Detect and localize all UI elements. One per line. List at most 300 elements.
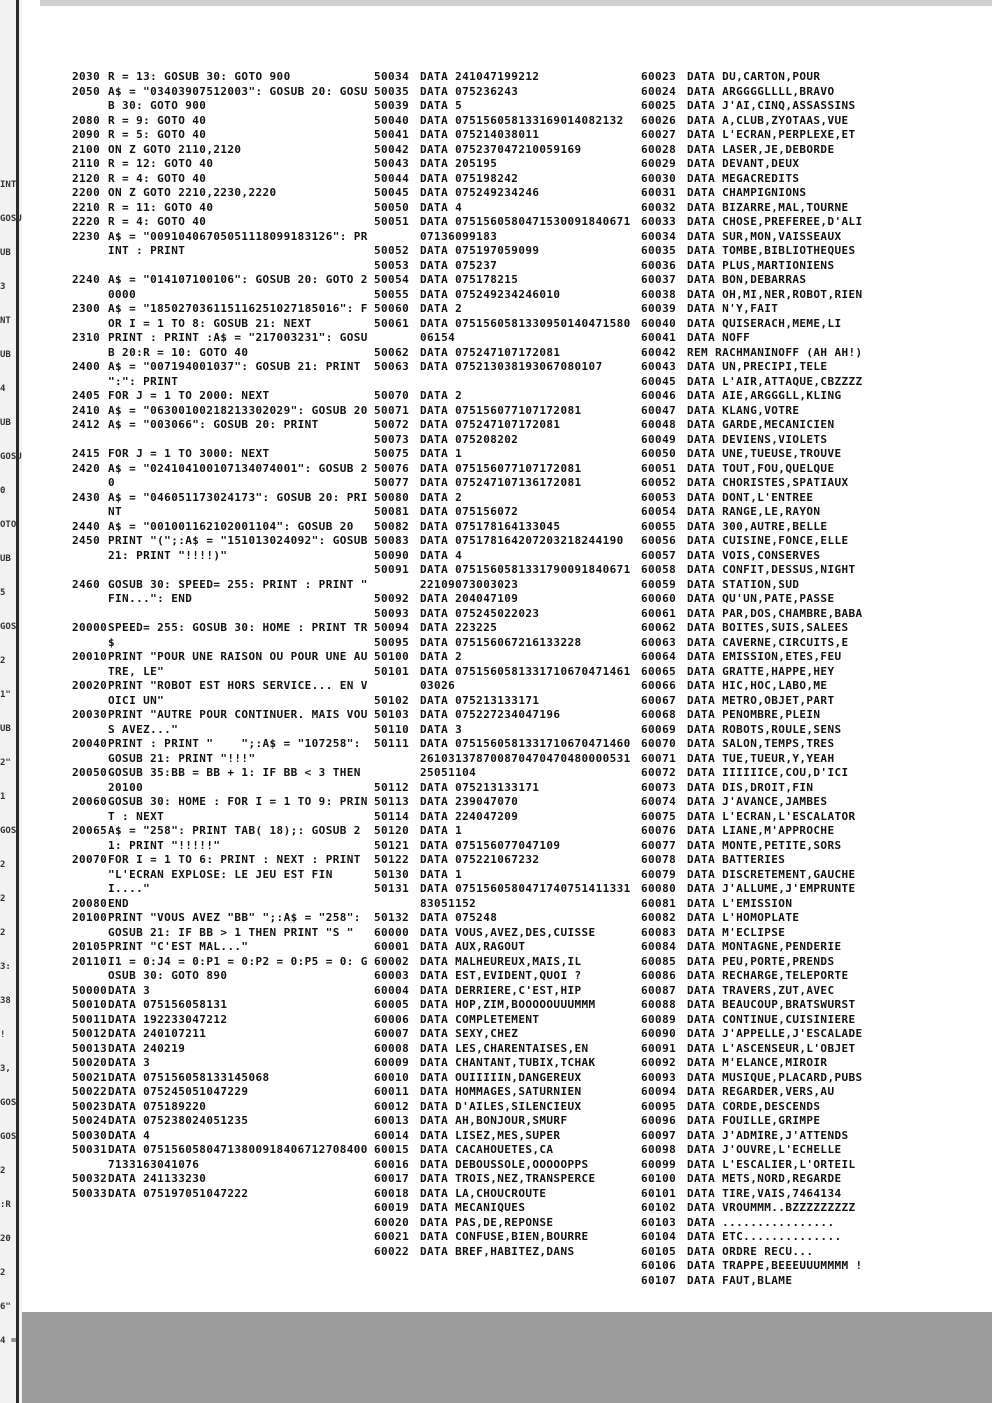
- statement: DATA 1: [420, 824, 463, 837]
- line-number: 50013: [72, 1041, 108, 1055]
- statement: DATA CHORISTES,SPATIAUX: [687, 476, 849, 489]
- statement: DATA HIC,HOC,LABO,ME: [687, 679, 828, 692]
- line-number: 60050: [641, 447, 677, 460]
- adjacent-page-fragment: 3:: [0, 962, 11, 972]
- line-number: 60031: [641, 186, 677, 199]
- code-line: [72, 795, 370, 824]
- line-number: 60023: [641, 70, 677, 83]
- code-line: [641, 1201, 897, 1216]
- statement: DATA OUIIIIIN,DANGEREUX: [420, 1070, 582, 1084]
- code-line: [72, 128, 370, 143]
- code-line: [641, 1245, 897, 1260]
- statement: DATA 075156058047174075141133183051152: [420, 882, 631, 910]
- adjacent-page-fragment: NT: [0, 316, 11, 326]
- line-number: 20060: [72, 795, 108, 808]
- line-number: 50043: [374, 157, 410, 170]
- line-number: 50122: [374, 853, 410, 866]
- code-line: [374, 99, 636, 114]
- statement: DATA 075189220: [108, 1099, 207, 1113]
- statement: DATA 075156058047138009184067127084007133163041076: [108, 1143, 368, 1171]
- statement: DATA 075178164207203218244190: [420, 534, 624, 547]
- line-number: 2460: [72, 577, 101, 591]
- adjacent-page-fragment: 4: [0, 384, 6, 394]
- statement: DATA MECANIQUES: [420, 1201, 526, 1214]
- line-number: 2050: [72, 84, 101, 98]
- code-line: [641, 940, 897, 955]
- code-line: [72, 621, 370, 650]
- code-line: [641, 563, 897, 578]
- line-number: 60022: [374, 1244, 410, 1258]
- statement: DATA 075221067232: [420, 853, 540, 866]
- statement: A$ = "185027036115116251027185016": FOR I = 1 TO 8: GOSUB 21: NEXT: [108, 302, 368, 330]
- line-number: 50021: [72, 1070, 108, 1084]
- statement: DATA SEXY,CHEZ: [420, 1027, 519, 1040]
- statement: DATA AH,BONJOUR,SMURF: [420, 1114, 568, 1127]
- code-line: [641, 926, 897, 941]
- adjacent-page-fragment: UB: [0, 418, 11, 428]
- line-number: 60001: [374, 940, 410, 953]
- line-number: 20010: [72, 650, 108, 663]
- statement: DATA 075156077107172081: [420, 461, 582, 475]
- code-line: [641, 346, 897, 361]
- line-number: 2450: [72, 534, 101, 547]
- statement: I1 = 0:J4 = 0:P1 = 0:P2 = 0:P5 = 0: GOSUB 30: GOTO 890: [108, 954, 368, 982]
- statement: DATA TRAPPE,BEEEUUUMMMM !: [687, 1259, 863, 1272]
- statement: DATA PLUS,MARTIONIENS: [687, 258, 835, 272]
- adjacent-page-fragment: UB: [0, 248, 11, 258]
- statement: DATA DONT,L'ENTREE: [687, 490, 814, 504]
- code-line: [641, 1230, 897, 1245]
- statement: DATA 2: [420, 389, 463, 402]
- line-number: 60089: [641, 1012, 677, 1026]
- statement: DATA ARGGGGLLLL,BRAVO: [687, 84, 835, 98]
- statement: DATA ETC..............: [687, 1230, 842, 1243]
- code-line: [374, 1187, 636, 1202]
- statement: ON Z GOTO 2210,2230,2220: [108, 186, 277, 199]
- code-line: [72, 911, 370, 940]
- code-line: [374, 723, 636, 738]
- code-line: [374, 911, 636, 926]
- statement: DATA 075247107172081: [420, 345, 561, 359]
- line-number: 60034: [641, 229, 677, 243]
- statement: DATA IIIIIICE,COU,D'ICI: [687, 766, 849, 779]
- adjacent-page-fragment: 3: [0, 282, 6, 292]
- statement: DATA D'AILES,SILENCIEUX: [420, 1099, 582, 1113]
- statement: DATA CAVERNE,CIRCUITS,E: [687, 635, 849, 649]
- adjacent-page-fragment: 2: [0, 1166, 6, 1176]
- statement: DATA NOFF: [687, 331, 751, 344]
- line-number: 60087: [641, 983, 677, 997]
- statement: DATA 075156058131: [108, 998, 228, 1011]
- code-line: [374, 1100, 636, 1115]
- statement: PRINT "POUR UNE RAISON OU POUR UNE AUTRE, LE": [108, 650, 368, 678]
- statement: A$ = "03403907512003": GOSUB 20: GOSUB 30: GOTO 900: [108, 84, 368, 112]
- code-line: [641, 1071, 897, 1086]
- statement: DATA CONFIT,DESSUS,NIGHT: [687, 563, 856, 576]
- statement: DATA 075178215: [420, 273, 519, 286]
- code-line: [641, 621, 897, 636]
- code-line: [72, 607, 370, 622]
- code-line: [374, 201, 636, 216]
- code-line: [641, 157, 897, 172]
- line-number: 50030: [72, 1128, 108, 1142]
- line-number: 60057: [641, 548, 677, 562]
- line-number: 2230: [72, 229, 101, 243]
- line-number: 50093: [374, 606, 410, 620]
- code-line: [641, 534, 897, 549]
- code-line: [374, 549, 636, 564]
- code-line: [641, 128, 897, 143]
- code-line: [641, 737, 897, 752]
- code-line: [641, 1085, 897, 1100]
- statement: DATA TOMBE,BIBLIOTHEQUES: [687, 244, 856, 257]
- statement: END: [108, 896, 130, 910]
- listing-column-3: [641, 70, 897, 1288]
- line-number: 60099: [641, 1157, 677, 1171]
- line-number: 60036: [641, 258, 677, 272]
- statement: DATA STATION,SUD: [687, 577, 800, 591]
- code-line: [641, 868, 897, 883]
- code-line: [72, 433, 370, 448]
- line-number: 50020: [72, 1056, 108, 1069]
- code-line: [641, 766, 897, 781]
- line-number: 60062: [641, 621, 677, 634]
- statement: DATA TOUT,FOU,QUELQUE: [687, 461, 835, 475]
- code-line: [72, 520, 370, 535]
- line-number: 20020: [72, 679, 108, 692]
- statement: SPEED= 255: GOSUB 30: HOME : PRINT TR$: [108, 621, 368, 649]
- code-line: [72, 114, 370, 129]
- statement: DATA 4: [108, 1128, 151, 1142]
- line-number: 60072: [641, 766, 677, 779]
- line-number: 2430: [72, 490, 101, 504]
- line-number: 60010: [374, 1070, 410, 1084]
- code-line: [641, 215, 897, 230]
- line-number: 50000: [72, 983, 108, 997]
- line-number: 60075: [641, 809, 677, 823]
- line-number: 60006: [374, 1012, 410, 1026]
- line-number: 60056: [641, 534, 677, 547]
- line-number: 50045: [374, 186, 410, 199]
- statement: GOSUB 35:BB = BB + 1: IF BB < 3 THEN 20100: [108, 766, 368, 794]
- line-number: 60004: [374, 983, 410, 997]
- line-number: 60063: [641, 635, 677, 649]
- statement: DATA BOITES,SUIS,SALEES: [687, 621, 849, 634]
- code-line: [374, 302, 636, 317]
- line-number: 60064: [641, 650, 677, 663]
- statement: DATA CONFUSE,BIEN,BOURRE: [420, 1230, 589, 1243]
- adjacent-page-fragment: UB: [0, 350, 11, 360]
- code-line: [72, 650, 370, 679]
- code-line: [72, 491, 370, 520]
- line-number: 60033: [641, 215, 677, 228]
- line-number: 60002: [374, 954, 410, 968]
- line-number: 50080: [374, 490, 410, 504]
- line-number: 60007: [374, 1027, 410, 1040]
- line-number: 2200: [72, 186, 101, 199]
- line-number: 50114: [374, 809, 410, 823]
- code-line: [641, 172, 897, 187]
- statement: DATA LA,CHOUCROUTE: [420, 1186, 547, 1200]
- line-number: 60067: [641, 693, 677, 707]
- code-line: [641, 592, 897, 607]
- statement: FOR J = 1 TO 2000: NEXT: [108, 389, 270, 402]
- code-line: [641, 1129, 897, 1144]
- statement: DATA J'AI,CINQ,ASSASSINS: [687, 99, 856, 112]
- code-line: [641, 1042, 897, 1057]
- statement: DATA 075249234246010: [420, 287, 561, 301]
- code-line: [641, 1056, 897, 1071]
- statement: PRINT "C'EST MAL...": [108, 940, 249, 953]
- line-number: 50112: [374, 780, 410, 794]
- line-number: 50010: [72, 998, 108, 1011]
- code-line: [72, 157, 370, 172]
- line-number: 60080: [641, 882, 677, 895]
- statement: FOR I = 1 TO 6: PRINT : NEXT : PRINT "L'ECRAN EXPLOSE: LE JEU EST FINI....": [108, 853, 368, 895]
- line-number: 60024: [641, 84, 677, 98]
- code-line: [72, 1143, 370, 1172]
- statement: A$ = "06300100218213302029": GOSUB 20: [108, 403, 368, 417]
- statement: DATA MONTAGNE,PENDERIE: [687, 940, 842, 953]
- code-line: [641, 143, 897, 158]
- adjacent-page-fragment: 1": [0, 690, 11, 700]
- code-line: [641, 201, 897, 216]
- line-number: 50041: [374, 128, 410, 141]
- line-number: 60038: [641, 287, 677, 301]
- statement: DATA VROUMMM..BZZZZZZZZZ: [687, 1201, 856, 1214]
- line-number: 2030: [72, 70, 101, 83]
- line-number: 60047: [641, 403, 677, 417]
- statement: DATA CONTINUE,CUISINIERE: [687, 1012, 856, 1026]
- code-line: [641, 375, 897, 390]
- code-line: [374, 1158, 636, 1173]
- adjacent-page-fragment: :R: [0, 1200, 11, 1210]
- statement: DATA METRO,OBJET,PART: [687, 693, 835, 707]
- line-number: 60041: [641, 331, 677, 344]
- line-number: 2420: [72, 461, 101, 475]
- line-number: 2415: [72, 447, 101, 460]
- code-line: [374, 1013, 636, 1028]
- line-number: 20065: [72, 824, 108, 837]
- statement: DATA J'AVANCE,JAMBES: [687, 795, 828, 808]
- code-line: [374, 1114, 636, 1129]
- line-number: 20110: [72, 954, 108, 968]
- line-number: 60042: [641, 345, 677, 359]
- statement: DATA OH,MI,NER,ROBOT,RIEN: [687, 287, 863, 301]
- statement: DATA HOP,ZIM,BOOOOOUUUMMM: [420, 998, 596, 1011]
- line-number: 60065: [641, 664, 677, 678]
- line-number: 50120: [374, 824, 410, 837]
- line-number: 60012: [374, 1099, 410, 1113]
- line-number: 50063: [374, 360, 410, 373]
- statement: PRINT : PRINT " ";:A$ = "107258": GOSUB 21: PRINT "!!!": [108, 737, 368, 765]
- line-number: 50071: [374, 403, 410, 417]
- code-line: [72, 404, 370, 419]
- line-number: 50050: [374, 200, 410, 214]
- code-line: [374, 491, 636, 506]
- line-number: 20080: [72, 896, 108, 910]
- statement: DATA 075213038193067080107: [420, 360, 603, 373]
- statement: DATA PEU,PORTE,PRENDS: [687, 954, 835, 968]
- statement: DATA 4: [420, 200, 463, 214]
- line-number: 60104: [641, 1230, 677, 1243]
- code-line: [374, 360, 636, 375]
- statement: DATA 075197051047222: [108, 1186, 249, 1200]
- code-line: [641, 795, 897, 810]
- code-line: [641, 708, 897, 723]
- statement: PRINT "AUTRE POUR CONTINUER. MAIS VOUS AVEZ...": [108, 708, 368, 736]
- line-number: 60018: [374, 1186, 410, 1200]
- code-line: [641, 462, 897, 477]
- line-number: 60090: [641, 1027, 677, 1040]
- binding-shadow: [16, 0, 19, 1403]
- line-number: 2220: [72, 215, 101, 228]
- code-line: [72, 824, 370, 853]
- adjacent-page-fragment: GOSU: [0, 452, 22, 462]
- line-number: 60053: [641, 490, 677, 504]
- line-number: 60000: [374, 925, 410, 939]
- line-number: 50031: [72, 1143, 108, 1156]
- line-number: 20000: [72, 621, 108, 634]
- code-line: [72, 259, 370, 274]
- statement: DATA AIE,ARGGGLL,KLING: [687, 389, 842, 402]
- statement: ON Z GOTO 2110,2120: [108, 142, 242, 156]
- adjacent-page-fragment: UB: [0, 724, 11, 734]
- statement: DATA 075156058133171067047146103026: [420, 664, 631, 692]
- line-number: 60043: [641, 360, 677, 373]
- statement: DATA SALON,TEMPS,TRES: [687, 737, 835, 750]
- code-line: [641, 549, 897, 564]
- statement: R = 12: GOTO 40: [108, 157, 214, 170]
- code-line: [72, 737, 370, 766]
- code-line: [374, 882, 636, 911]
- line-number: 50103: [374, 708, 410, 721]
- statement: DATA M'ELANCE,MIROIR: [687, 1056, 828, 1069]
- code-line: [374, 824, 636, 839]
- line-number: 50032: [72, 1172, 108, 1185]
- code-line: [641, 404, 897, 419]
- line-number: 60076: [641, 824, 677, 837]
- code-line: [641, 85, 897, 100]
- code-line: [641, 244, 897, 259]
- statement: DATA LISEZ,MES,SUPER: [420, 1128, 561, 1142]
- statement: DATA 3: [420, 722, 463, 736]
- line-number: 60030: [641, 171, 677, 185]
- statement: DATA L'ECRAN,L'ESCALATOR: [687, 809, 856, 823]
- line-number: 60098: [641, 1143, 677, 1156]
- statement: DATA A,CLUB,ZYOTAAS,VUE: [687, 113, 849, 127]
- code-line: [374, 143, 636, 158]
- code-line: [641, 99, 897, 114]
- line-number: 50131: [374, 882, 410, 895]
- line-number: 60019: [374, 1201, 410, 1214]
- line-number: 50034: [374, 70, 410, 83]
- code-line: [72, 1027, 370, 1042]
- statement: DATA TUE,TUEUR,Y,YEAH: [687, 751, 835, 765]
- code-line: [641, 955, 897, 970]
- line-number: 2400: [72, 360, 101, 373]
- code-line: [641, 824, 897, 839]
- code-line: [641, 273, 897, 288]
- code-line: [641, 317, 897, 332]
- line-number: 50076: [374, 461, 410, 475]
- adjacent-page-fragment: 2: [0, 894, 6, 904]
- code-line: [641, 1158, 897, 1173]
- code-line: [72, 1071, 370, 1086]
- code-line: [641, 810, 897, 825]
- line-number: 60077: [641, 838, 677, 852]
- statement: DATA 224047209: [420, 809, 519, 823]
- code-line: [374, 926, 636, 941]
- code-line: [641, 665, 897, 680]
- statement: DATA CUISINE,FONCE,ELLE: [687, 534, 849, 547]
- statement: A$ = "024104100107134074001": GOSUB 20: [108, 461, 368, 489]
- code-line: [641, 636, 897, 651]
- code-line: [374, 447, 636, 462]
- statement: DATA 075156058133145068: [108, 1070, 270, 1084]
- code-line: [374, 157, 636, 172]
- adjacent-page-fragment: 2: [0, 656, 6, 666]
- code-line: [374, 389, 636, 404]
- statement: DATA DEVANT,DEUX: [687, 157, 800, 170]
- code-line: [374, 1201, 636, 1216]
- line-number: 2210: [72, 200, 101, 214]
- line-number: 2090: [72, 128, 101, 141]
- statement: DATA BON,DEBARRAS: [687, 273, 807, 286]
- code-line: [641, 70, 897, 85]
- line-number: 60052: [641, 476, 677, 489]
- line-number: 60045: [641, 374, 677, 388]
- line-number: 2300: [72, 302, 101, 315]
- statement: DATA 300,AUTRE,BELLE: [687, 519, 828, 533]
- statement: DATA 075227234047196: [420, 708, 561, 721]
- statement: DATA 075156058133095014047158006154: [420, 316, 631, 344]
- statement: DATA 075156058133169014082132: [420, 113, 624, 127]
- code-line: [641, 911, 897, 926]
- line-number: 60088: [641, 998, 677, 1011]
- code-line: [374, 505, 636, 520]
- code-line: [374, 520, 636, 535]
- code-line: [374, 215, 636, 244]
- line-number: 60021: [374, 1230, 410, 1243]
- line-number: 2100: [72, 142, 101, 156]
- line-number: 60025: [641, 99, 677, 112]
- statement: DATA 075198242: [420, 171, 519, 185]
- line-number: 50100: [374, 650, 410, 663]
- statement: DATA DISCRETEMENT,GAUCHE: [687, 867, 856, 881]
- statement: PRINT : PRINT :A$ = "217003231": GOSUB 20:R = 10: GOTO 40: [108, 331, 368, 359]
- statement: R = 13: GOSUB 30: GOTO 900: [108, 70, 291, 83]
- statement: R = 5: GOTO 40: [108, 128, 207, 141]
- statement: DATA EMISSION,ETES,FEU: [687, 650, 842, 663]
- line-number: 50121: [374, 838, 410, 852]
- statement: DATA L'EMISSION: [687, 896, 793, 910]
- statement: DATA AUX,RAGOUT: [420, 940, 526, 953]
- statement: DATA L'AIR,ATTAQUE,CBZZZZ: [687, 374, 863, 388]
- statement: DATA CHAMPIGNIONS: [687, 186, 807, 199]
- statement: DATA DIS,DROIT,FIN: [687, 780, 814, 794]
- adjacent-page-fragment: GOS: [0, 826, 17, 836]
- code-line: [72, 1085, 370, 1100]
- line-number: 60081: [641, 896, 677, 910]
- line-number: 2412: [72, 418, 101, 431]
- code-line: [72, 186, 370, 201]
- code-line: [374, 273, 636, 288]
- line-number: 50091: [374, 563, 410, 576]
- statement: DATA 075245051047229: [108, 1085, 249, 1098]
- code-line: [72, 360, 370, 389]
- statement: DATA DEVIENS,VIOLETS: [687, 432, 828, 446]
